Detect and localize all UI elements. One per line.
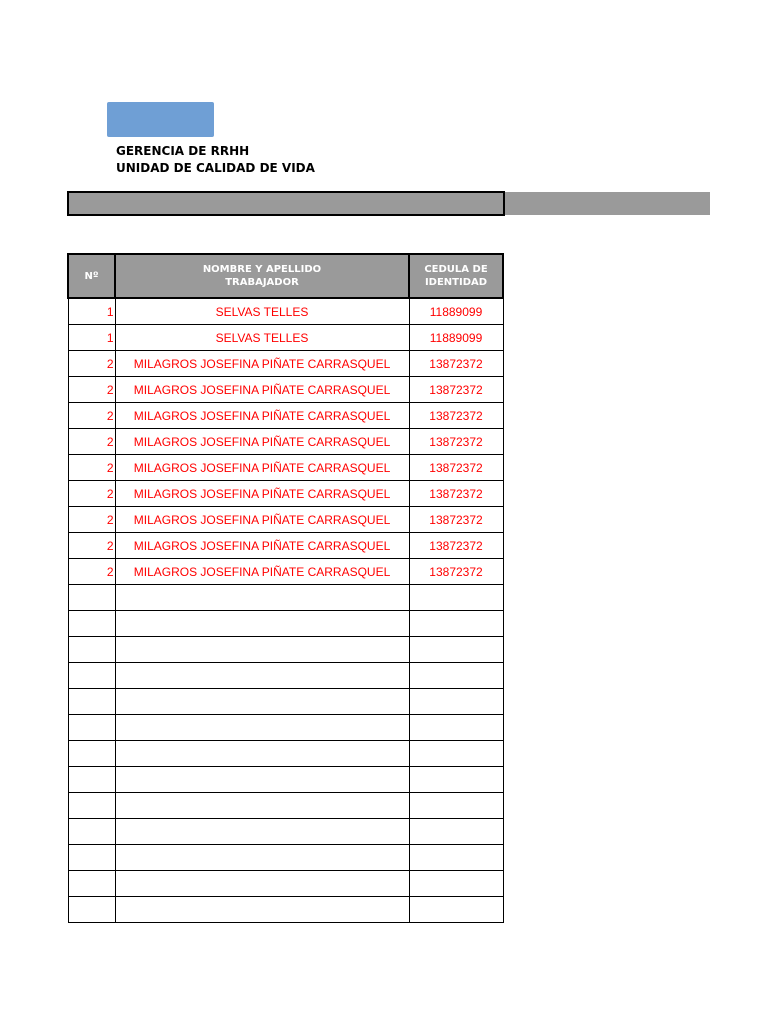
cell-number[interactable] [68, 663, 115, 689]
cell-name[interactable] [115, 819, 409, 845]
cell-cedula[interactable] [409, 715, 503, 741]
cell-number[interactable] [68, 897, 115, 923]
table-row [68, 637, 503, 663]
cell-name[interactable] [115, 871, 409, 897]
header-name: NOMBRE Y APELLIDO TRABAJADOR [115, 254, 409, 298]
table-row [68, 455, 503, 481]
cell-cedula[interactable]: 13872372 [409, 429, 503, 455]
table-header-row [68, 254, 503, 298]
workers-table [67, 253, 504, 923]
cell-name[interactable] [115, 767, 409, 793]
org-line-2: UNIDAD DE CALIDAD DE VIDA [116, 161, 315, 175]
cell-name[interactable]: MILAGROS JOSEFINA PIÑATE CARRASQUEL [115, 377, 409, 403]
cell-number[interactable]: 2 [68, 533, 115, 559]
table-row [68, 819, 503, 845]
cell-number[interactable]: 2 [68, 429, 115, 455]
cell-name[interactable]: MILAGROS JOSEFINA PIÑATE CARRASQUEL [115, 455, 409, 481]
cell-number[interactable]: 2 [68, 377, 115, 403]
cell-cedula[interactable] [409, 793, 503, 819]
cell-number[interactable] [68, 585, 115, 611]
cell-cedula[interactable]: 13872372 [409, 481, 503, 507]
cell-cedula[interactable] [409, 637, 503, 663]
table-row [68, 481, 503, 507]
table-row [68, 611, 503, 637]
cell-name[interactable] [115, 897, 409, 923]
cell-name[interactable]: SELVAS TELLES [115, 298, 409, 325]
cell-name[interactable] [115, 611, 409, 637]
cell-number[interactable]: 2 [68, 481, 115, 507]
table-row [68, 429, 503, 455]
org-line-1: GERENCIA DE RRHH [116, 144, 250, 158]
cell-name[interactable]: MILAGROS JOSEFINA PIÑATE CARRASQUEL [115, 351, 409, 377]
cell-number[interactable]: 2 [68, 507, 115, 533]
table-row [68, 689, 503, 715]
table-row [68, 377, 503, 403]
header-cedula: CEDULA DE IDENTIDAD [409, 254, 503, 298]
cell-name[interactable] [115, 585, 409, 611]
table-row [68, 507, 503, 533]
cell-name[interactable] [115, 741, 409, 767]
cell-number[interactable] [68, 819, 115, 845]
cell-number[interactable] [68, 715, 115, 741]
cell-name[interactable] [115, 663, 409, 689]
cell-name[interactable]: MILAGROS JOSEFINA PIÑATE CARRASQUEL [115, 507, 409, 533]
cell-cedula[interactable]: 13872372 [409, 455, 503, 481]
cell-cedula[interactable]: 13872372 [409, 559, 503, 585]
cell-cedula[interactable] [409, 689, 503, 715]
cell-number[interactable]: 2 [68, 403, 115, 429]
cell-name[interactable]: MILAGROS JOSEFINA PIÑATE CARRASQUEL [115, 403, 409, 429]
cell-name[interactable] [115, 637, 409, 663]
table-row [68, 325, 503, 351]
cell-number[interactable] [68, 793, 115, 819]
cell-number[interactable] [68, 611, 115, 637]
cell-cedula[interactable]: 13872372 [409, 377, 503, 403]
cell-cedula[interactable] [409, 845, 503, 871]
table-row [68, 715, 503, 741]
cell-number[interactable]: 2 [68, 351, 115, 377]
cell-number[interactable] [68, 637, 115, 663]
cell-name[interactable] [115, 793, 409, 819]
cell-cedula[interactable]: 13872372 [409, 507, 503, 533]
table-row [68, 845, 503, 871]
cell-number[interactable]: 1 [68, 298, 115, 325]
cell-cedula[interactable] [409, 897, 503, 923]
title-band-extension [505, 192, 710, 215]
table-row [68, 533, 503, 559]
cell-cedula[interactable] [409, 741, 503, 767]
table-row [68, 663, 503, 689]
table-row [68, 298, 503, 325]
table-row [68, 793, 503, 819]
cell-cedula[interactable] [409, 819, 503, 845]
cell-cedula[interactable]: 13872372 [409, 403, 503, 429]
cell-cedula[interactable]: 11889099 [409, 298, 503, 325]
organization-header [116, 143, 315, 177]
table-row [68, 897, 503, 923]
table-row [68, 741, 503, 767]
cell-number[interactable] [68, 767, 115, 793]
title-band-bordered [67, 191, 505, 216]
title-band [67, 191, 710, 216]
logo-placeholder [107, 102, 214, 137]
table-row [68, 559, 503, 585]
table-row [68, 351, 503, 377]
cell-number[interactable] [68, 871, 115, 897]
cell-name[interactable]: MILAGROS JOSEFINA PIÑATE CARRASQUEL [115, 559, 409, 585]
cell-name[interactable]: MILAGROS JOSEFINA PIÑATE CARRASQUEL [115, 533, 409, 559]
cell-cedula[interactable]: 11889099 [409, 325, 503, 351]
cell-number[interactable] [68, 845, 115, 871]
table-row [68, 871, 503, 897]
cell-name[interactable] [115, 845, 409, 871]
cell-cedula[interactable] [409, 663, 503, 689]
cell-number[interactable]: 2 [68, 455, 115, 481]
cell-name[interactable]: SELVAS TELLES [115, 325, 409, 351]
header-number: Nº [68, 254, 115, 298]
cell-name[interactable] [115, 715, 409, 741]
cell-name[interactable] [115, 689, 409, 715]
cell-number[interactable]: 1 [68, 325, 115, 351]
cell-number[interactable] [68, 741, 115, 767]
cell-name[interactable]: MILAGROS JOSEFINA PIÑATE CARRASQUEL [115, 429, 409, 455]
cell-name[interactable]: MILAGROS JOSEFINA PIÑATE CARRASQUEL [115, 481, 409, 507]
cell-cedula[interactable] [409, 871, 503, 897]
cell-cedula[interactable] [409, 611, 503, 637]
cell-cedula[interactable] [409, 585, 503, 611]
table-row [68, 585, 503, 611]
cell-number[interactable] [68, 689, 115, 715]
cell-number[interactable]: 2 [68, 559, 115, 585]
table-row [68, 767, 503, 793]
cell-cedula[interactable]: 13872372 [409, 351, 503, 377]
cell-cedula[interactable]: 13872372 [409, 533, 503, 559]
table-row [68, 403, 503, 429]
cell-cedula[interactable] [409, 767, 503, 793]
